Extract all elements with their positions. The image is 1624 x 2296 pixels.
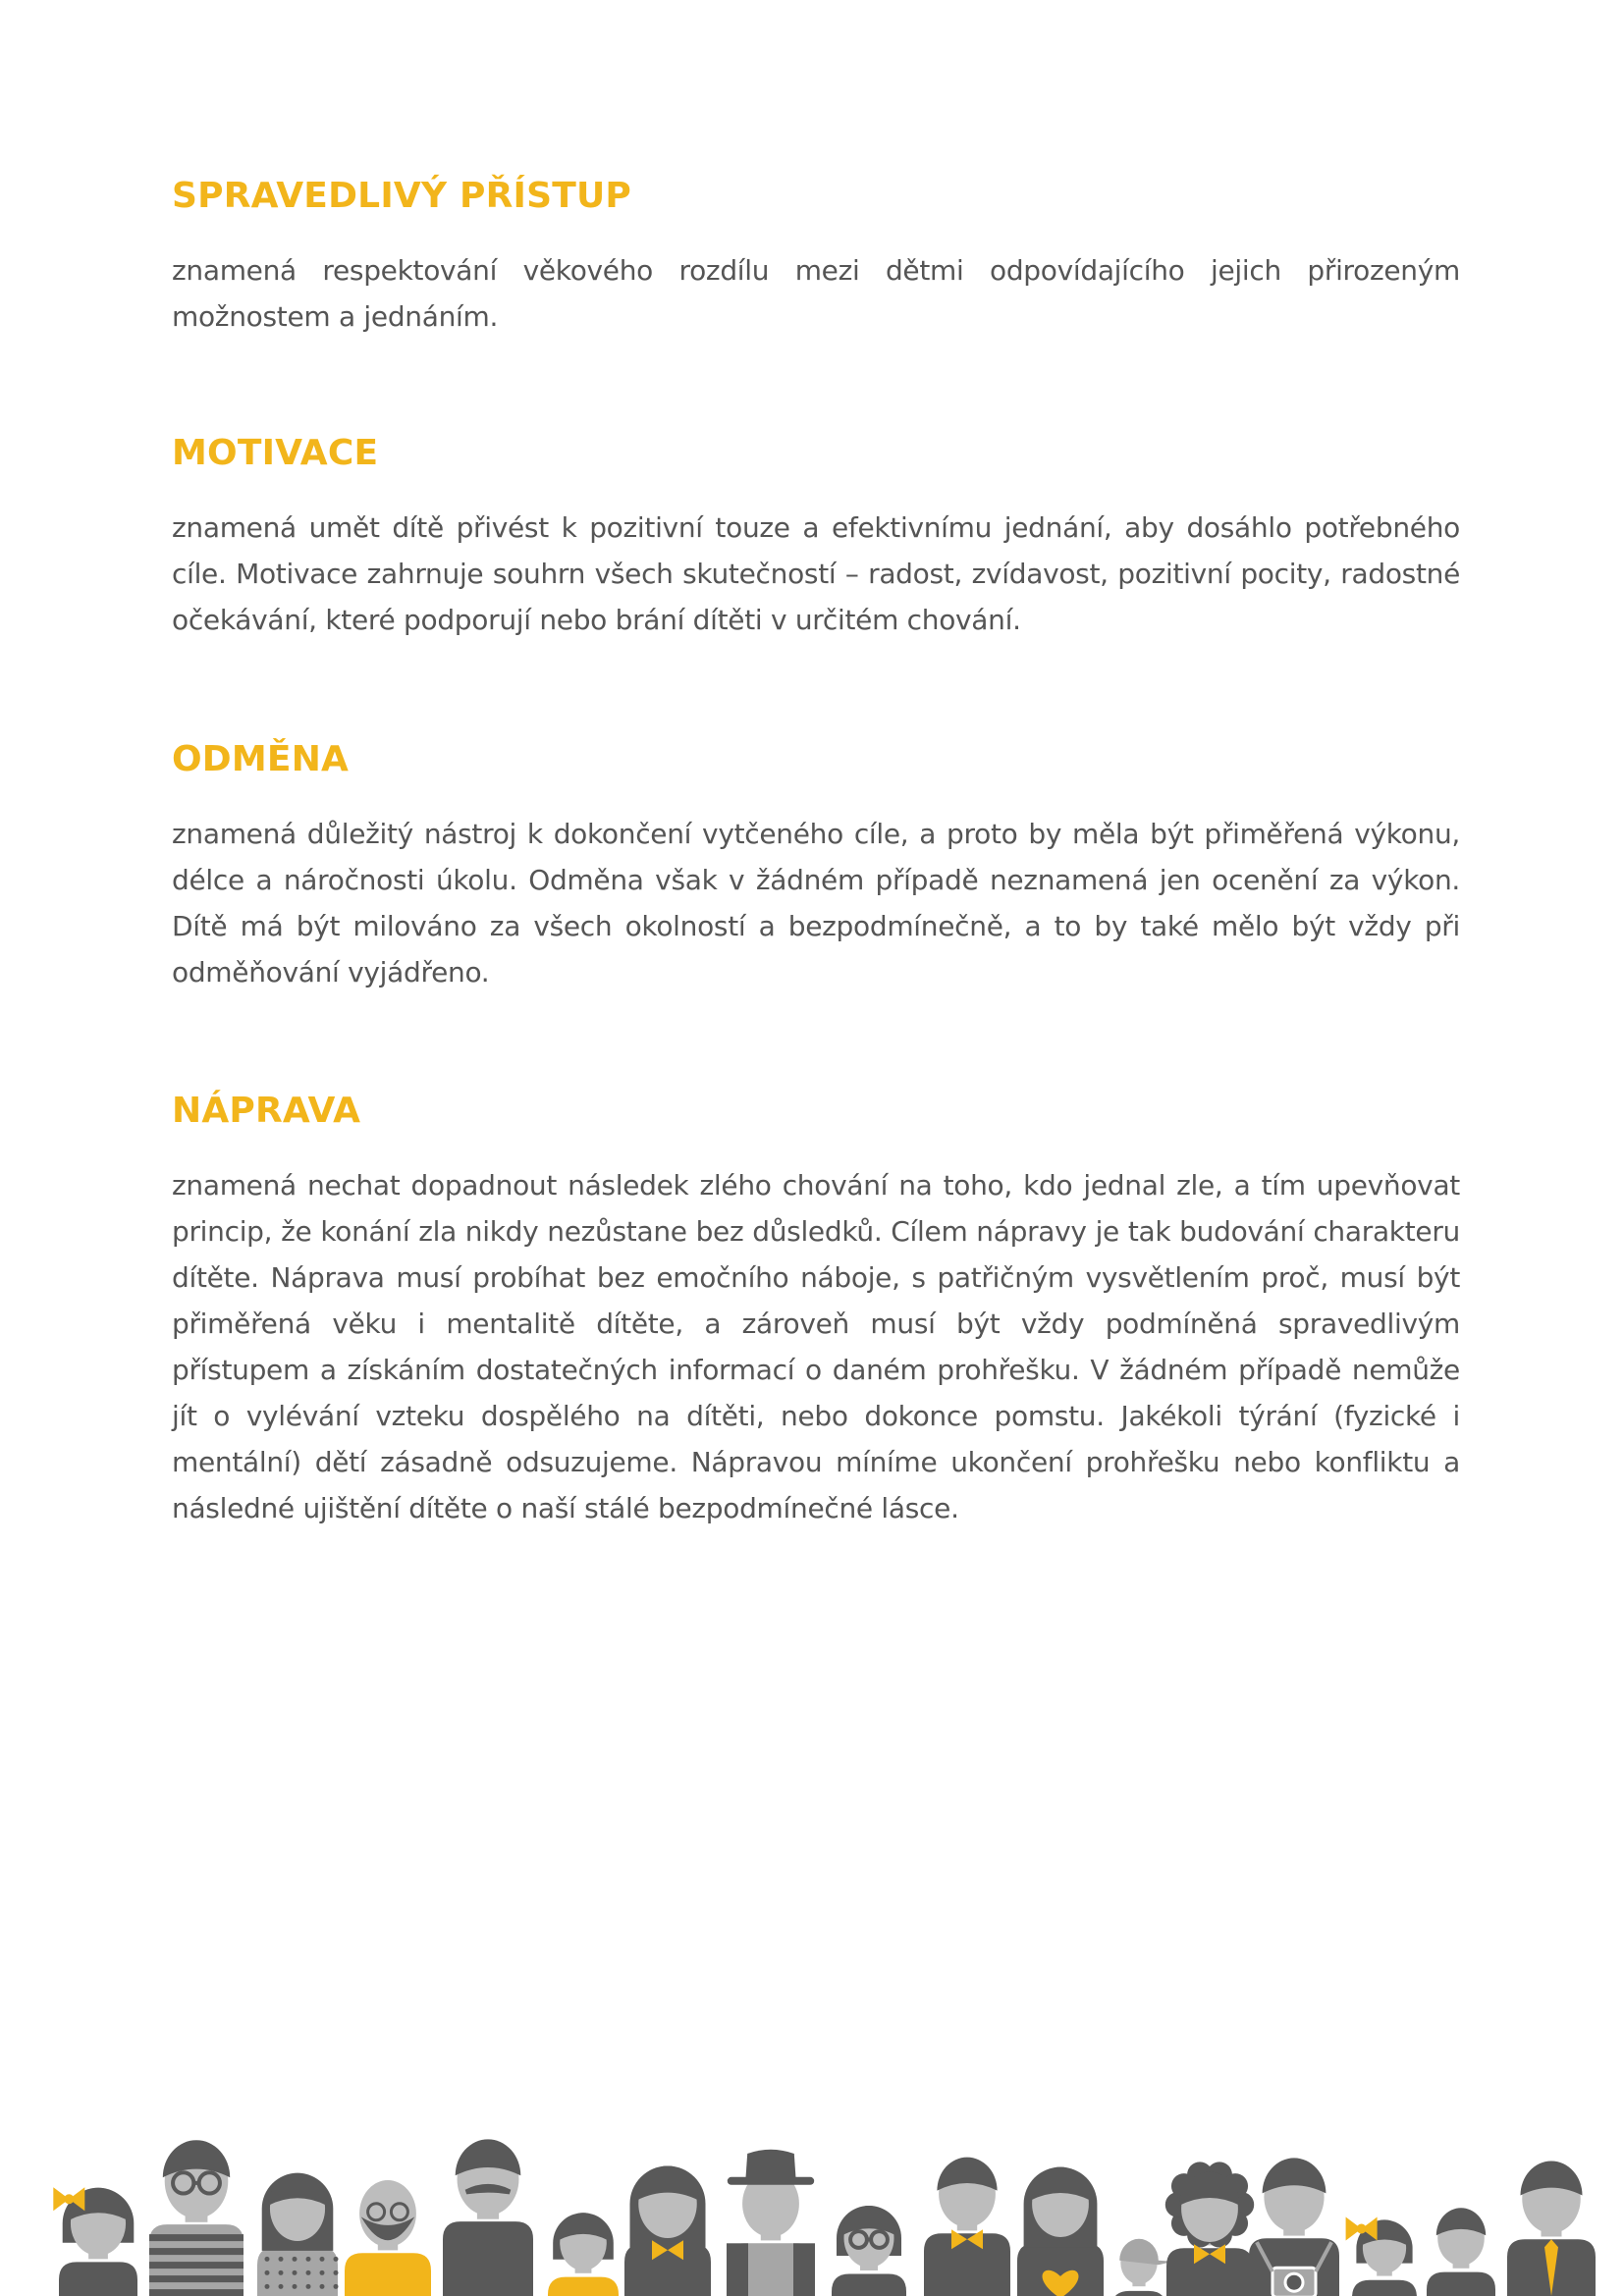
woman-with-heart-icon xyxy=(1017,2167,1104,2296)
small-girl-with-bow-icon xyxy=(1346,2217,1417,2296)
section-spravedlivy-pristup xyxy=(172,175,1460,340)
section-text: znamená nechat dopadnout následek zlého chování na toho, kdo jednal zle, a tím upevňovat princip, že konání zla nikdy nezůstane bez důsledků. Cílem nápravy je tak budování charakteru dítěte. Náprava musí probíhat bez emočního náboje, s patřičným vysvětlením proč, musí být přiměřená věku i mentalitě dítěte, a zároveň musí být vždy podmíněná spravedlivým přístupem a získáním dostatečných informací o daném prohřešku. V žádném případě nemůže jít o vylévání vzteku dospělého na dítěti, nebo dokonce pomstu. Jakékoli týrání (fyzické i mentální) dětí zásadně odsuzujeme. Nápravou míníme ukončení prohřešku nebo konfliktu a následné ujištění dítěte o naší stálé bezpodmínečné lásce. xyxy=(172,1169,1460,1524)
section-text: znamená umět dítě přivést k pozitivní touze a efektivnímu jednání, aby dosáhlo potřebného cíle. Motivace zahrnuje souhrn všech skutečností – radost, zvídavost, pozitivní pocity, radostné očekávání, které podporují nebo brání dítěti v určitém chování. xyxy=(172,511,1460,636)
man-with-bowtie-icon xyxy=(924,2158,1010,2296)
woman-dotted-shirt-icon xyxy=(257,2173,339,2296)
section-naprava xyxy=(172,1090,1460,1531)
man-with-hat-icon xyxy=(727,2150,815,2296)
child-with-cap-icon xyxy=(1111,2239,1173,2296)
section-heading: SPRAVEDLIVÝ PŘÍSTUP xyxy=(172,176,631,216)
boy-icon xyxy=(1427,2208,1495,2296)
man-with-camera-icon xyxy=(1249,2158,1339,2296)
man-with-mustache-icon xyxy=(443,2139,533,2296)
section-text: znamená důležitý nástroj k dokončení vytčeného cíle, a proto by měla být přiměřená výkonu, délce a náročnosti úkolu. Odměna však v žádném případě neznamená jen ocenění za výkon. Dítě má být milováno za všech okolností a bezpodmínečně, a to by také mělo být vždy při odměňování vyjádřeno. xyxy=(172,818,1460,988)
section-heading: MOTIVACE xyxy=(172,433,379,473)
section-motivace xyxy=(172,432,1460,643)
small-girl-icon xyxy=(548,2213,619,2296)
man-with-glasses-icon xyxy=(149,2140,244,2296)
section-heading: NÁPRAVA xyxy=(172,1091,361,1131)
man-with-tie-icon xyxy=(1507,2162,1596,2296)
girl-with-bow-icon xyxy=(53,2187,137,2296)
section-heading: ODMĚNA xyxy=(172,739,350,779)
woman-with-scarf-icon xyxy=(624,2166,711,2296)
people-illustration xyxy=(0,2120,1624,2296)
bald-man-with-beard-icon xyxy=(345,2180,431,2296)
curly-woman-icon xyxy=(1165,2162,1254,2296)
section-odmena xyxy=(172,738,1460,995)
section-text: znamená respektování věkového rozdílu mezi dětmi odpovídajícího jejich přirozeným možnostem a jednáním. xyxy=(172,254,1460,333)
girl-with-glasses-icon xyxy=(832,2206,906,2296)
